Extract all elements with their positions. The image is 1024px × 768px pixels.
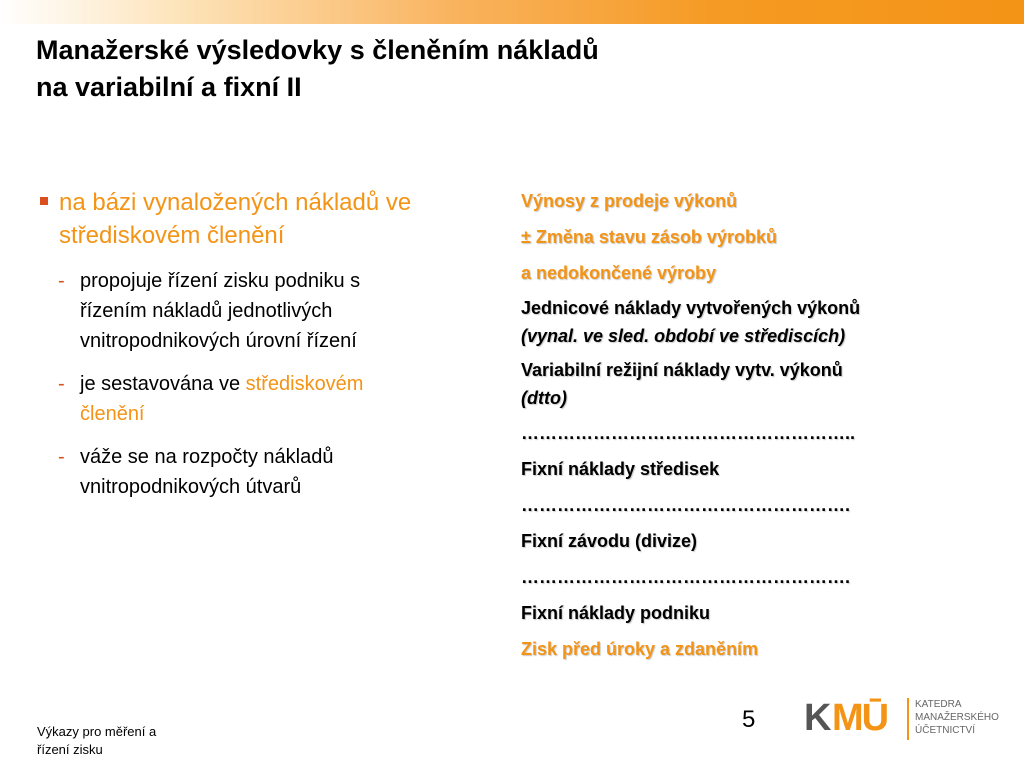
statement-row-ebit: Zisk před úroky a zdaněním: [521, 639, 759, 659]
dotted-separator: ………………………………………………..: [521, 423, 856, 443]
statement-row-variable-overhead: [521, 356, 991, 418]
dash-bullet-icon: -: [58, 446, 65, 468]
footer-caption-line-1: Výkazy pro měření a: [37, 724, 157, 739]
sub-bullet-item: [38, 442, 498, 502]
dash-bullet-icon: -: [58, 270, 65, 292]
sub-bullet-text: vnitropodnikových útvarů: [80, 476, 302, 498]
logo-divider: [907, 698, 909, 740]
logo-department-text: [915, 698, 999, 737]
main-bullet-line-2: střediskovém členění: [59, 222, 285, 249]
income-statement-list: [521, 186, 991, 670]
statement-row-note: (dtto): [521, 388, 567, 408]
statement-row-text: Variabilní režijní náklady vytv. výkonů: [521, 360, 843, 380]
left-column: [38, 186, 498, 515]
logo-text-line-3: ÚČETNICTVÍ: [915, 725, 975, 736]
logo-letters-mu: MŪ: [832, 697, 888, 739]
dotted-separator: ……………………………………………….: [521, 567, 851, 587]
footer-caption: [37, 723, 156, 759]
slide-title-line-2: na variabilní a fixní II: [36, 72, 302, 102]
sub-bullet-text: řízením nákladů jednotlivých: [80, 300, 333, 322]
top-gradient-bar: [0, 0, 1024, 24]
logo-text-line-2: MANAŽERSKÉHO: [915, 712, 999, 723]
sub-bullet-item: [38, 266, 498, 356]
sub-bullet-text: váže se na rozpočty nákladů: [80, 446, 334, 468]
main-bullet-line-1: na bázi vynaložených nákladů ve: [59, 189, 412, 216]
logo-text-line-1: KATEDRA: [915, 699, 962, 710]
footer-caption-line-2: řízení zisku: [37, 742, 103, 757]
square-bullet-icon: [40, 197, 48, 205]
sub-bullet-text: vnitropodnikových úrovní řízení: [80, 330, 357, 352]
highlight-text: členění: [80, 403, 145, 425]
sub-bullet-item: [38, 369, 498, 429]
kmu-logo: [804, 694, 1004, 744]
statement-row-plant-fixed-costs: Fixní závodu (divize): [521, 531, 698, 551]
dash-bullet-icon: -: [58, 373, 65, 395]
dotted-separator: ……………………………………………….: [521, 495, 851, 515]
statement-row-unfinished-production: a nedokončené výroby: [521, 263, 717, 283]
slide-title-line-1: Manažerské výsledovky s členěním nákladů: [36, 35, 599, 65]
statement-row-company-fixed-costs: Fixní náklady podniku: [521, 603, 711, 623]
sub-bullet-text: [80, 369, 498, 399]
highlight-text: střediskovém: [245, 373, 364, 395]
statement-row-direct-costs: [521, 294, 991, 356]
sub-bullet-text: propojuje řízení zisku podniku s: [80, 270, 361, 292]
main-bullet-item: [38, 186, 498, 252]
statement-row-revenue: Výnosy z prodeje výkonů: [521, 191, 738, 211]
sub-bullet-prefix: je sestavována ve: [80, 373, 246, 395]
statement-row-text: Jednicové náklady vytvořených výkonů: [521, 298, 861, 318]
page-number: 5: [742, 706, 756, 733]
statement-row-note: (vynal. ve sled. období ve střediscích): [521, 326, 846, 346]
slide-title: [36, 32, 936, 106]
sub-bullet-list: [38, 266, 498, 502]
statement-row-inventory-change: ± Změna stavu zásob výrobků: [521, 227, 777, 247]
statement-row-center-fixed-costs: Fixní náklady středisek: [521, 459, 720, 479]
logo-letter-k: K: [804, 697, 832, 739]
